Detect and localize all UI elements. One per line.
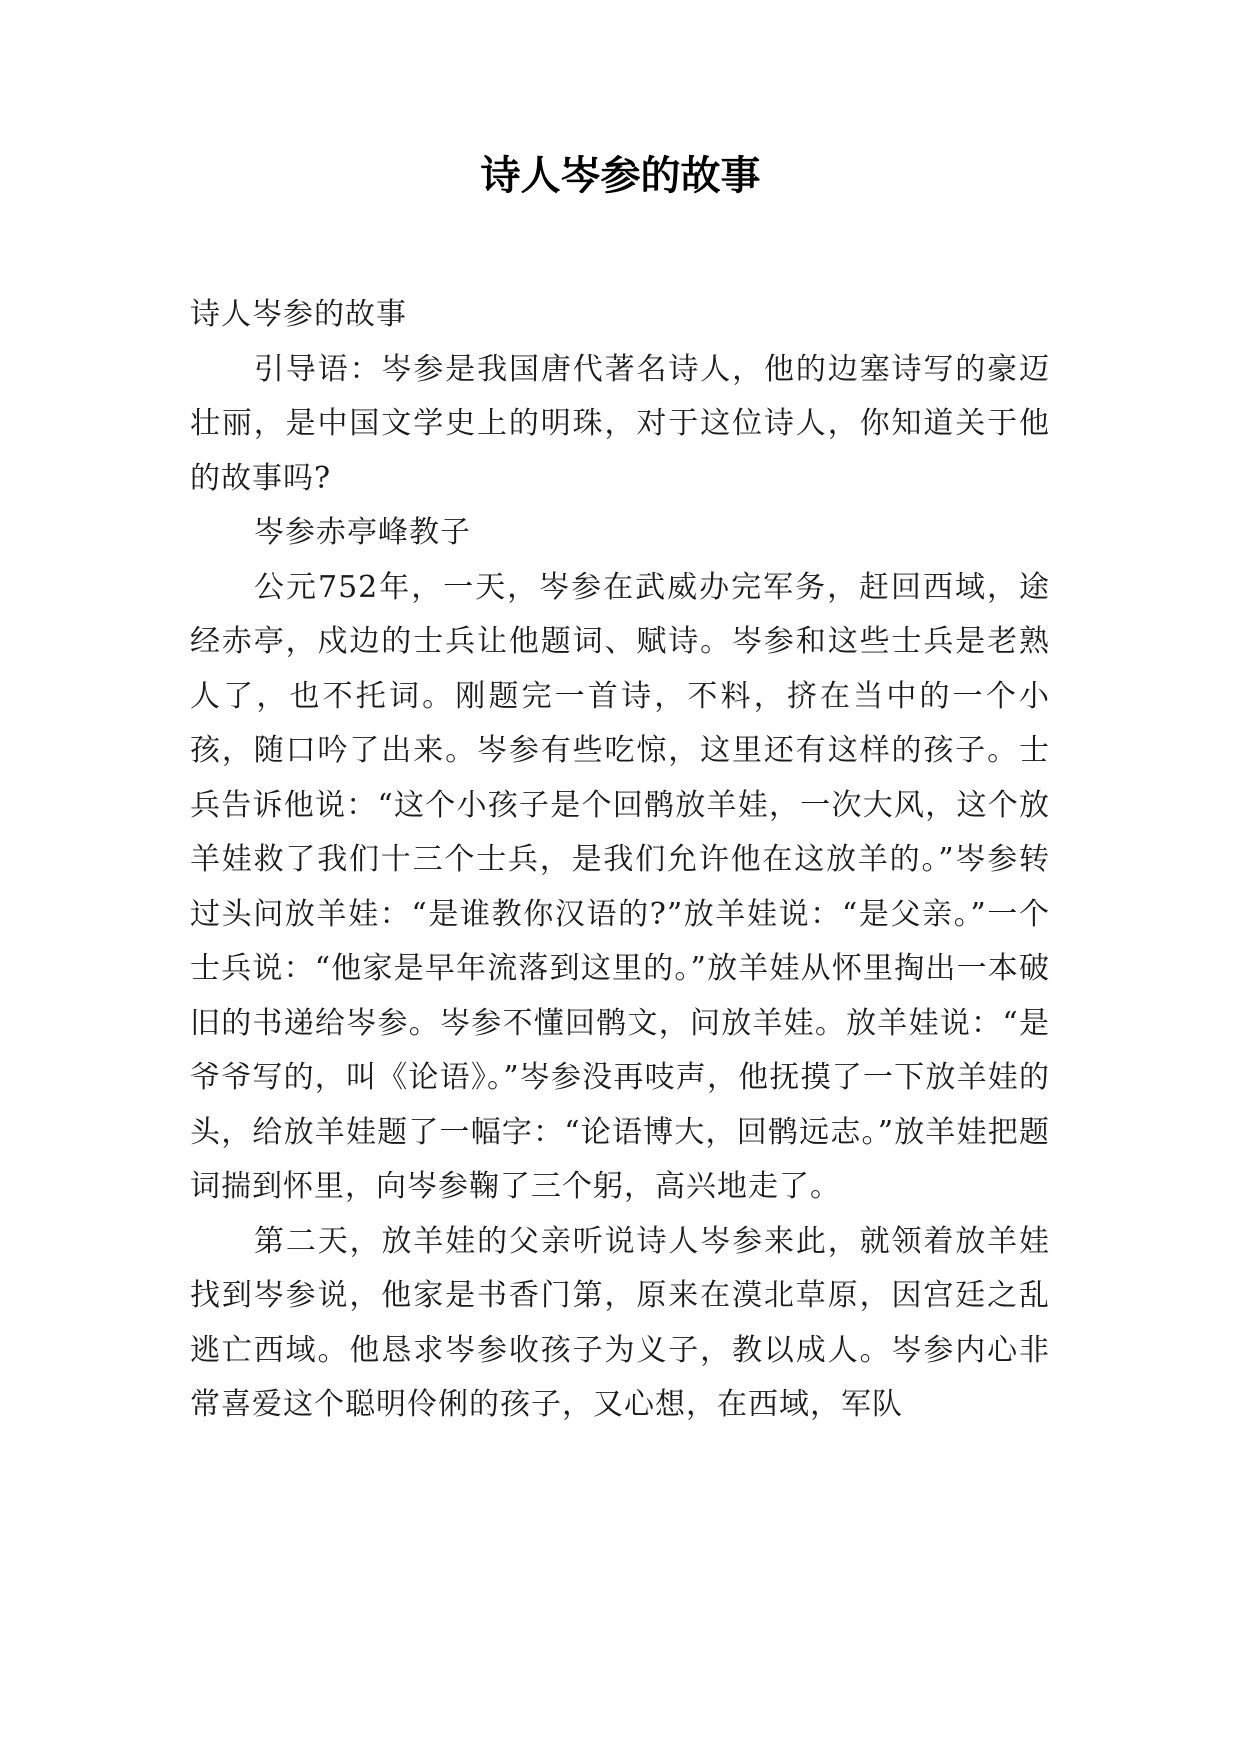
section-heading: 岑参赤亭峰教子 — [254, 515, 471, 550]
document-title: 诗人岑参的故事 — [480, 152, 761, 199]
body-paragraph: 公元752年，一天，岑参在武威办完军务，赶回西域，途经赤亭，戍边的士兵让他题词、赋诗。岑参和这些士兵是老熟人了，也不托词。刚题完一首诗，不料，挤在当中的一个小孩，随口吟了出来。岑参有些吃惊，这里还有这样的孩子。士兵告诉他说：“这个小孩子是个回鹘放羊娃，一次大风，这个放羊娃救了我们十三个士兵，是我们允许他在这放羊的。”岑参转过头问放羊娃：“是谁教你汉语的?”放羊娃说：“是父亲。”一个士兵说：“他家是早年流落到这里的。”放羊娃从怀里掏出一本破旧的书递给岑参。岑参不懂回鹘文，问放羊娃。放羊娃说：“是爷爷写的，叫《论语》。”岑参没再吱声，他抚摸了一下放羊娃的头，给放羊娃题了一幅字：“论语博大，回鹘远志。”放羊娃把题词揣到怀里，向岑参鞠了三个躬，高兴地走了。 — [190, 569, 1050, 1204]
body-paragraph: 第二天，放羊娃的父亲听说诗人岑参来此，就领着放羊娃找到岑参说，他家是书香门第，原来在漠北草原，因宫廷之乱逃亡西域。他恳求岑参收孩子为义子，教以成人。岑参内心非常喜爱这个聪明伶俐的孩子，又心想，在西域，军队 — [190, 1223, 1050, 1422]
document-body — [190, 288, 1050, 1433]
intro-paragraph: 引导语：岑参是我国唐代著名诗人，他的边塞诗写的豪迈壮丽，是中国文学史上的明珠，对于这位诗人，你知道关于他的故事吗? — [190, 351, 1050, 496]
subtitle-paragraph: 诗人岑参的故事 — [190, 297, 407, 332]
